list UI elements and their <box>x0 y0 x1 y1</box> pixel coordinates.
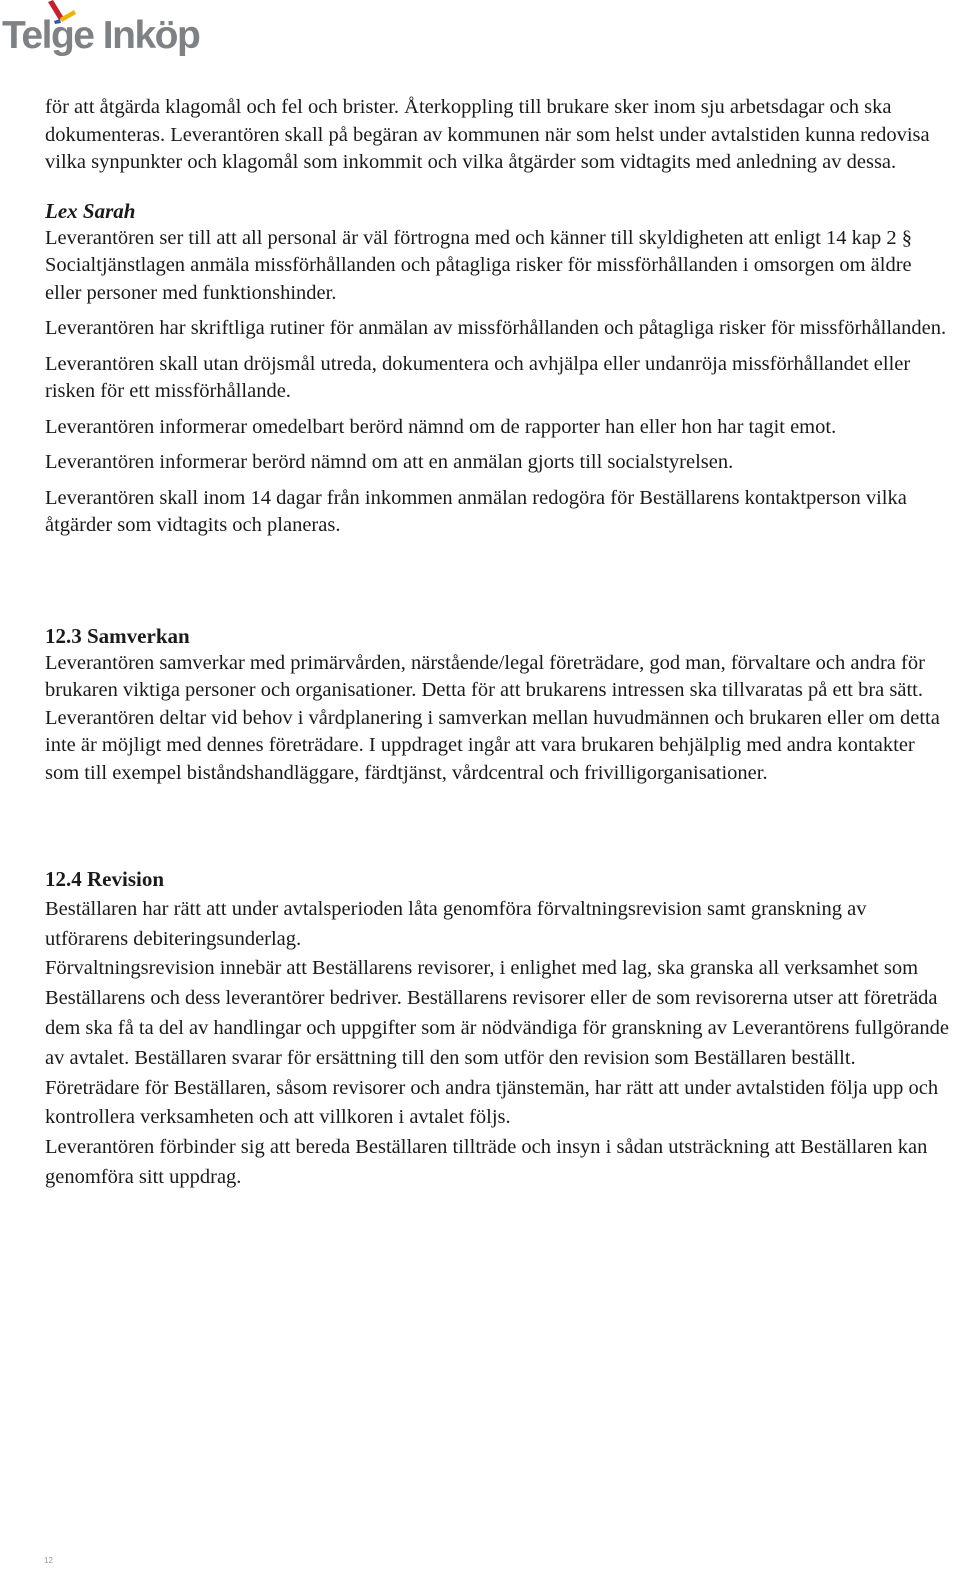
document-body <box>45 94 950 1193</box>
logo-text: Telge Inköp <box>2 14 200 57</box>
company-logo <box>0 0 215 70</box>
revision-paragraph: Förvaltningsrevision innebär att Beställarens revisorer, i enlighet med lag, ska granska all verksamhet som Beställarens och dess leverantörer bedriver. Beställarens revisorer eller de som revisorerna utser att företräda dem ska få ta del av handlingar och uppgifter som är nödvändiga för granskning av Leverantörens fullgörande av avtalet. Beställaren svarar för ersättning till den som utför den revision som Beställaren beställt. <box>45 957 949 1069</box>
lex-sarah-paragraph: Leverantören skall inom 14 dagar från inkommen anmälan redogöra för Beställarens kontaktperson vilka åtgärder som vidtagits och planeras. <box>45 486 907 536</box>
lex-sarah-paragraph: Leverantören informerar omedelbart berörd nämnd om de rapporter han eller hon har tagit emot. <box>45 415 837 438</box>
intro-paragraph: för att åtgärda klagomål och fel och brister. Återkoppling till brukare sker inom sju arbetsdagar och ska dokumenteras. Leverantören skall på begäran av kommunen när som helst under avtalstiden kunna redovisa vilka synpunkter och klagomål som inkommit och vilka åtgärder som vidtagits med anledning av dessa. <box>45 96 930 173</box>
lex-sarah-paragraph: Leverantören ser till att all personal är väl förtrogna med och känner till skyldigheten att enligt 14 kap 2 § Socialtjänstlagen anmäla missförhållanden och påtagliga risker för missförhållanden i omsorgen om äldre eller personer med funktionshinder. <box>45 226 912 304</box>
lex-sarah-paragraph: Leverantören har skriftliga rutiner för anmälan av missförhållanden och påtagliga risker för missförhållanden. <box>45 317 947 339</box>
section-heading-revision: 12.4 Revision <box>45 867 165 891</box>
revision-paragraph: Företrädare för Beställaren, såsom revisorer och andra tjänstemän, har rätt att under avtalstiden följa upp och kontrollera verksamheten och att villkoren i avtalet följs. <box>45 1076 939 1129</box>
revision-paragraph: Leverantören förbinder sig att bereda Beställaren tillträde och insyn i sådan utsträckning att Beställaren kan genomföra sitt uppdrag. <box>45 1136 928 1188</box>
page-number: 12 <box>44 1556 53 1565</box>
samverkan-paragraph: Leverantören samverkar med primärvården, närstående/legal företrädare, god man, förvaltare och andra för brukaren viktiga personer och organisationer. Detta för att brukarens intressen ska tillvaratas på ett bra sätt. Leverantören deltar vid behov i vårdplanering i samverkan mellan huvudmännen och brukaren eller om detta inte är möjligt med dennes företrädare. I uppdraget ingår att vara brukaren behjälplig med andra kontakter som till exempel biståndshandläggare, färdtjänst, vårdcentral och frivilligorganisationer. <box>45 651 940 784</box>
revision-paragraph: Beställaren har rätt att under avtalsperioden låta genomföra förvaltningsrevision samt granskning av utförarens debiteringsunderlag. <box>45 897 867 950</box>
lex-sarah-paragraph: Leverantören skall utan dröjsmål utreda, dokumentera och avhjälpa eller undanröja missförhållandet eller risken för ett missförhållande. <box>45 352 911 402</box>
section-heading-samverkan: 12.3 Samverkan <box>45 623 190 648</box>
lex-sarah-heading: Lex Sarah <box>45 198 136 223</box>
lex-sarah-paragraph: Leverantören informerar berörd nämnd om att en anmälan gjorts till socialstyrelsen. <box>45 451 734 473</box>
